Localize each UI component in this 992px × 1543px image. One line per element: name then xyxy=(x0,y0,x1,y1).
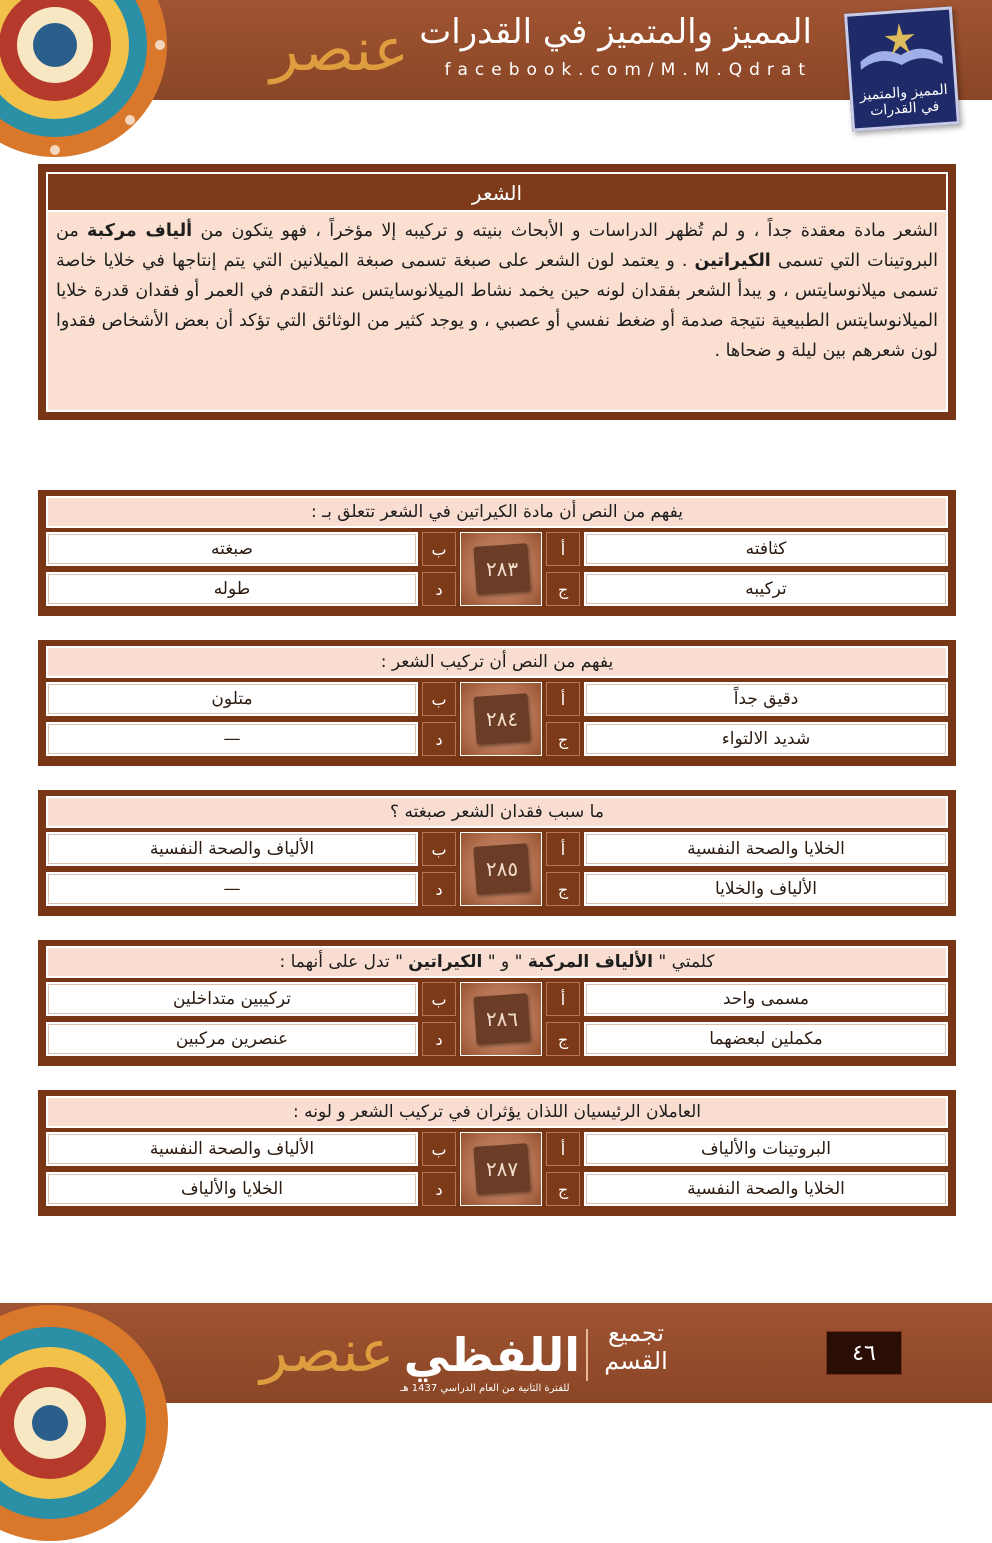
option-b[interactable]: صبغته xyxy=(46,532,418,566)
logo-text: المميز والمتميز في القدرات xyxy=(859,81,949,120)
option-b-letter: ب xyxy=(422,982,456,1016)
mandala-ornament-icon xyxy=(0,1303,170,1543)
option-a[interactable]: الخلايا والصحة النفسية xyxy=(584,832,948,866)
option-a[interactable]: كثافته xyxy=(584,532,948,566)
question-stem: العاملان الرئيسيان اللذان يؤثران في تركيب الشعر و لونه : xyxy=(46,1096,948,1128)
term-keratin: الكيراتين xyxy=(408,952,483,972)
question-number: ٢٨٤ xyxy=(485,707,519,731)
page-header xyxy=(0,0,992,120)
option-a-letter: أ xyxy=(546,1132,580,1166)
footer-brand: اللفظي xyxy=(403,1328,580,1382)
option-c-letter: ج xyxy=(546,872,580,906)
question-stem: يفهم من النص أن تركيب الشعر : xyxy=(46,646,948,678)
option-a[interactable]: البروتينات والألياف xyxy=(584,1132,948,1166)
option-c[interactable]: تركيبه xyxy=(584,572,948,606)
question-number-badge xyxy=(460,682,542,756)
passage-title: الشعر xyxy=(48,174,946,212)
option-b-letter: ب xyxy=(422,832,456,866)
option-d[interactable]: — xyxy=(46,722,418,756)
footer-word-section: القسم xyxy=(604,1347,668,1375)
book-logo xyxy=(844,6,960,131)
option-b[interactable]: تركيبين متداخلين xyxy=(46,982,418,1016)
option-d[interactable]: طوله xyxy=(46,572,418,606)
option-b[interactable]: متلون xyxy=(46,682,418,716)
option-a-letter: أ xyxy=(546,982,580,1016)
page-number: ٤٦ xyxy=(826,1331,902,1375)
option-d-letter: د xyxy=(422,1172,456,1206)
option-a-letter: أ xyxy=(546,682,580,716)
option-a-letter: أ xyxy=(546,532,580,566)
header-title: المميز والمتميز في القدرات xyxy=(419,12,812,52)
option-a[interactable]: مسمى واحد xyxy=(584,982,948,1016)
open-book-icon xyxy=(847,10,954,87)
question-number-badge xyxy=(460,982,542,1056)
passage-text: الشعر مادة معقدة جداً ، و لم تُظهر الدراسات و الأبحاث بنيته و تركيبه إلا مؤخراً ، فهو يتكون من ألياف مركبة من البروتينات التي تسمى الكيراتين . و يعتمد لون الشعر على صبغة تسمى صبغة الميلانين التي يتم إنتاجها في خلايا خاصة تسمى ميلانوسايتس ، و يبدأ الشعر بفقدان لونه حين يخمد نشاط الميلانوسايتس عند التقدم في العمر أو فقدان قدرة خلايا الميلانوسايتس الطبيعية نتيجة صدمة أو ضغط نفسي أو عصبي ، و يوجد كثير من الوثائق التي تؤكد أن بعض الأشخاص فقدوا لون شعرهم بين ليلة و ضحاها . xyxy=(56,221,938,361)
term-compound-fibers: ألياف مركبة xyxy=(87,221,193,241)
question-number-badge xyxy=(460,532,542,606)
facebook-link[interactable]: facebook.com/M.M.Qdrat xyxy=(444,60,812,80)
option-d[interactable]: عنصرين مركبين xyxy=(46,1022,418,1056)
question-stem: ما سبب فقدان الشعر صبغته ؟ xyxy=(46,796,948,828)
question-284 xyxy=(38,640,956,766)
footer-word-collection: تجميع xyxy=(607,1319,665,1347)
mandala-ornament-icon xyxy=(0,0,170,160)
option-b[interactable]: الألياف والصحة النفسية xyxy=(46,832,418,866)
footer-calligraphy: عنصر xyxy=(260,1317,395,1385)
option-d-letter: د xyxy=(422,572,456,606)
question-283 xyxy=(38,490,956,616)
option-d-letter: د xyxy=(422,1022,456,1056)
option-c[interactable]: مكملين لبعضهما xyxy=(584,1022,948,1056)
question-285 xyxy=(38,790,956,916)
option-c-letter: ج xyxy=(546,1172,580,1206)
option-c-letter: ج xyxy=(546,722,580,756)
option-c-letter: ج xyxy=(546,1022,580,1056)
option-a-letter: أ xyxy=(546,832,580,866)
option-b-letter: ب xyxy=(422,1132,456,1166)
term-keratin: الكيراتين xyxy=(694,251,771,271)
option-a[interactable]: دقيق جداً xyxy=(584,682,948,716)
option-b-letter: ب xyxy=(422,532,456,566)
question-number: ٢٨٧ xyxy=(485,1157,519,1181)
page-footer xyxy=(0,1303,992,1403)
header-calligraphy: عنصر xyxy=(270,15,410,85)
question-287 xyxy=(38,1090,956,1216)
question-number-badge xyxy=(460,1132,542,1206)
term-compound-fibers: الألياف المركبة xyxy=(527,952,654,972)
question-number: ٢٨٣ xyxy=(485,557,519,581)
question-number: ٢٨٦ xyxy=(485,1007,519,1031)
option-b[interactable]: الألياف والصحة النفسية xyxy=(46,1132,418,1166)
footer-brand-subtitle: للفترة الثانية من العام الدراسي 1437 هـ xyxy=(400,1383,570,1394)
question-286 xyxy=(38,940,956,1066)
option-d-letter: د xyxy=(422,872,456,906)
reading-passage xyxy=(38,164,956,420)
footer-divider xyxy=(586,1329,588,1381)
question-stem: كلمتي " الألياف المركبة " و " الكيراتين " تدل على أنهما : xyxy=(46,946,948,978)
option-c[interactable]: شديد الالتواء xyxy=(584,722,948,756)
option-c-letter: ج xyxy=(546,572,580,606)
option-b-letter: ب xyxy=(422,682,456,716)
option-d-letter: د xyxy=(422,722,456,756)
option-c[interactable]: الخلايا والصحة النفسية xyxy=(584,1172,948,1206)
option-c[interactable]: الألياف والخلايا xyxy=(584,872,948,906)
question-number: ٢٨٥ xyxy=(485,857,519,881)
option-d[interactable]: — xyxy=(46,872,418,906)
option-d[interactable]: الخلايا والألياف xyxy=(46,1172,418,1206)
question-stem: يفهم من النص أن مادة الكيراتين في الشعر تتعلق بـ : xyxy=(46,496,948,528)
question-number-badge xyxy=(460,832,542,906)
